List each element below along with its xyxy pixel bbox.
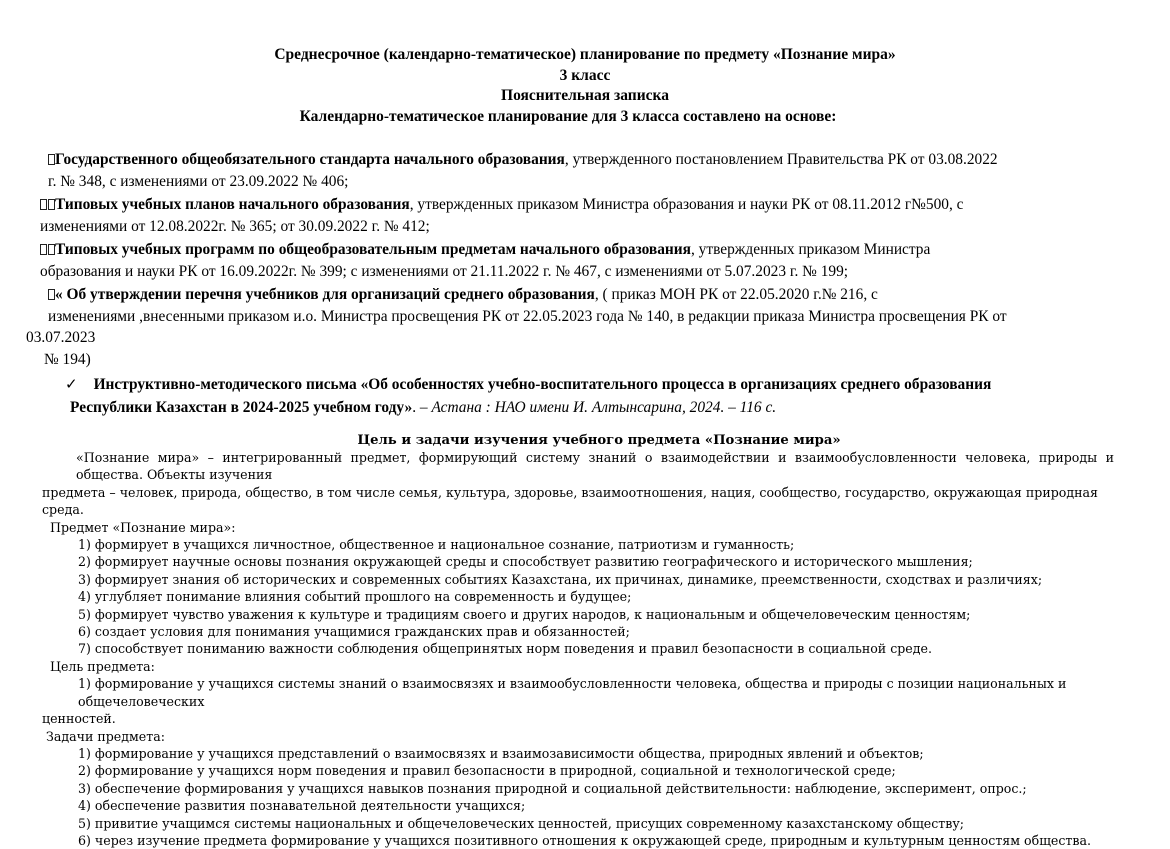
source-item-3-bold: Типовых учебных программ по общеобразовательным предметам начального образования	[55, 241, 691, 258]
source-item-5-check	[30, 374, 1140, 418]
task-item-6: 6) через изучение предмета формирование у учащихся позитивного отношения к окружающей среде, природным и культурным ценностям общества.	[78, 832, 1091, 848]
spacer	[30, 418, 1140, 432]
source-item-4-rest: , ( приказ МОН РК от 22.05.2020 г.№ 216, с	[594, 286, 878, 303]
grade-subtitle: 3 класс	[559, 66, 611, 84]
task-item-5: 5) привитие учащимся системы национальных и общечеловеческих ценностей, присущих современному казахстанскому обществу;	[78, 815, 965, 831]
source-item-2	[30, 194, 1140, 237]
task-item-4: 4) обеспечение развития познавательной деятельности учащихся;	[78, 798, 526, 814]
goal-item-line1: 1) формирование у учащихся системы знаний о взаимосвязях и взаимообусловленности человека, общества и природы с позиции национальных и общечеловеческих	[78, 676, 1067, 709]
source-item-4-line2: изменениями ,внесенными приказом и.о. Министра просвещения РК от 22.05.2023 года № 140, в редакции приказа Министра просвещения РК от	[48, 307, 1007, 325]
bullet-box-icon	[48, 244, 55, 255]
check-item-tail-plain: . –	[412, 398, 432, 416]
goal-item-line2: ценностей.	[42, 711, 116, 727]
source-item-4-line3: 03.07.2023	[26, 329, 96, 346]
aims-intro-line2: предмета – человек, природа, общество, в том числе семья, культура, здоровье, взаимоотношения, нация, сообщество, государство, окружающая природная среда.	[42, 484, 1098, 518]
basis-statement: Календарно-тематическое планирование для 3 класса составлено на основе:	[299, 107, 837, 125]
subject-item-7: 7) способствует пониманию важности соблюдения общепринятых норм поведения и правил безопасности в социальной среде.	[78, 641, 932, 657]
source-item-4	[26, 284, 1140, 370]
subject-item-4: 4) углубляет понимание влияния событий прошлого на современность и будущее;	[78, 589, 632, 605]
goal-label: Цель предмета:	[50, 658, 155, 674]
subject-label: Предмет «Познание мира»:	[50, 519, 236, 535]
task-item-1: 1) формирование у учащихся представлений о взаимосвязях и взаимозависимости общества, природных явлений и объектов;	[78, 745, 924, 761]
source-item-4-bold: « Об утверждении перечня учебников для организаций среднего образования	[55, 286, 595, 303]
source-item-1-rest: , утвержденного постановлением Правительства РК от 03.08.2022	[564, 151, 998, 168]
aims-section-body	[30, 449, 1140, 849]
aims-section-heading: Цель и задачи изучения учебного предмета «Познание мира»	[357, 433, 841, 448]
subject-item-6: 6) создает условия для понимания учащимися гражданских прав и обязанностей;	[78, 624, 630, 640]
subject-item-2: 2) формирует научные основы познания окружающей среды и способствует развитию географического и исторического мышления;	[78, 554, 973, 570]
source-item-1-line2: г. № 348, с изменениями от 23.09.2022 № 406;	[48, 172, 349, 190]
subject-item-3: 3) формирует знания об исторических и современных событиях Казахстана, их причинах, динамике, преемственности, сходствах и различиях;	[78, 571, 1043, 587]
check-item-line2	[70, 397, 1140, 419]
source-item-1-bold: Государственного общеобязательного стандарта начального образования	[55, 151, 565, 168]
task-item-3: 3) обеспечение формирования у учащихся навыков познания природной и социальной действительности: наблюдение, эксперимент, опрос.;	[78, 780, 1027, 796]
sources-list	[26, 149, 1140, 418]
check-item-line1: Инструктивно-методического письма «Об особенностях учебно-воспитательного процесса в организациях среднего образования	[93, 376, 992, 393]
bullet-box-icon	[40, 199, 47, 210]
subject-item-5: 5) формирует чувство уважения к культуре и традициям своего и других народов, к национальным и общечеловеческим ценностям;	[78, 606, 971, 622]
document-title-block	[30, 45, 1140, 107]
source-item-4-line4: № 194)	[44, 350, 91, 368]
tasks-label: Задачи предмета:	[46, 728, 165, 744]
bullet-box-icon	[48, 199, 55, 210]
subject-item-1: 1) формирует в учащихся личностное, общественное и национальное сознание, патриотизм и гуманность;	[78, 537, 795, 553]
source-item-1	[30, 149, 1140, 192]
task-item-2: 2) формирование у учащихся норм поведения и правил безопасности в природной, социальной и технологической среде;	[78, 763, 896, 779]
spacer	[30, 127, 1140, 149]
source-item-3-rest: , утвержденных приказом Министра	[690, 241, 931, 258]
source-item-3	[30, 239, 1140, 282]
section-title-explanatory-note: Пояснительная записка	[501, 87, 669, 104]
aims-intro-line1: «Познание мира» – интегрированный предмет, формирующий систему знаний о взаимодействии и взаимообусловленности человека, природы и общества. Объекты изучения	[76, 450, 1114, 483]
check-item-tail-italic: Астана : НАО имени И. Алтынсарина, 2024. – 116 с.	[431, 398, 777, 416]
bullet-box-icon	[48, 289, 55, 300]
check-item-line2-bold: Республики Казахстан в 2024-2025 учебном году»	[70, 398, 413, 416]
bullet-box-icon	[40, 244, 47, 255]
source-item-2-bold: Типовых учебных планов начального образования	[55, 196, 410, 213]
source-item-2-rest: , утвержденных приказом Министра образования и науки РК от 08.11.2012 г№500, с	[409, 196, 964, 213]
page-title: Среднесрочное (календарно-тематическое) планирование по предмету «Познание мира»	[274, 46, 896, 63]
checkmark-icon: ✓	[65, 377, 78, 393]
source-item-3-line2: образования и науки РК от 16.09.2022г. № 399; с изменениями от 21.11.2022 г. № 467, с изменениями от 5.07.2023 г. № 199;	[40, 262, 849, 280]
source-item-2-line2: изменениями от 12.08.2022г. № 365; от 30.09.2022 г. № 412;	[40, 217, 430, 235]
bullet-box-icon	[48, 154, 55, 165]
